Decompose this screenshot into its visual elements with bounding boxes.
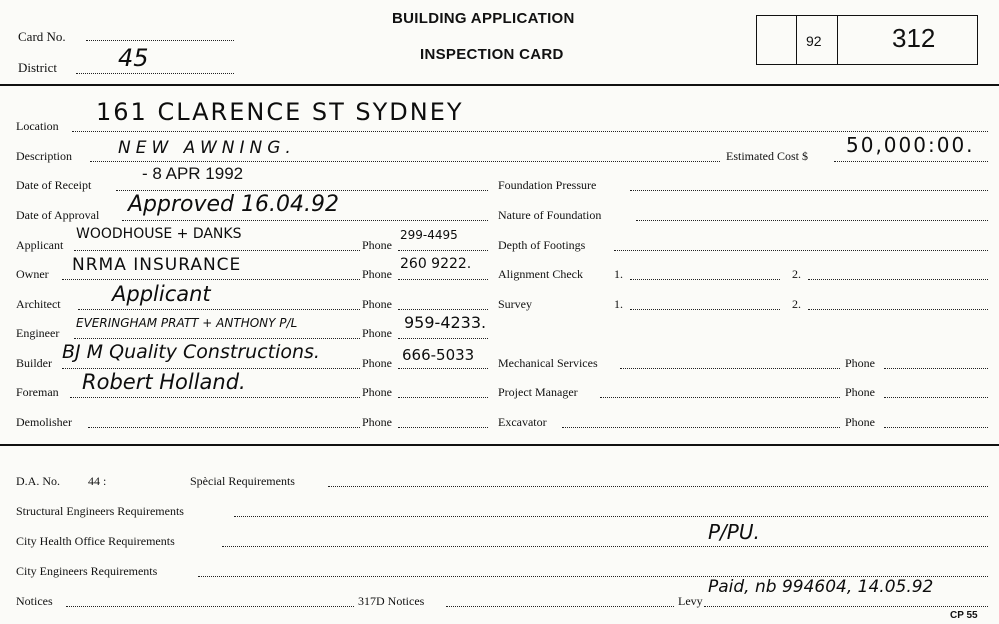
applicant-line[interactable] bbox=[74, 250, 360, 251]
description-label: Description bbox=[16, 149, 72, 163]
levy-line[interactable] bbox=[704, 606, 988, 607]
nature-foundation-label: Nature of Foundation bbox=[498, 208, 602, 222]
receipt-label: Date of Receipt bbox=[16, 178, 92, 192]
location-label: Location bbox=[16, 119, 59, 133]
foreman-phone-line[interactable] bbox=[398, 397, 488, 398]
health-label: City Health Office Requirements bbox=[16, 534, 175, 548]
project-manager-phone-line[interactable] bbox=[884, 397, 988, 398]
architect-value: Applicant bbox=[112, 282, 211, 306]
owner-line[interactable] bbox=[62, 279, 360, 280]
location-value: 161 CLARENCE ST SYDNEY bbox=[96, 98, 464, 126]
box-number: 312 bbox=[892, 23, 936, 53]
demolisher-phone-line[interactable] bbox=[398, 427, 488, 428]
description-value: NEW AWNING. bbox=[118, 138, 296, 158]
excavator-line[interactable] bbox=[562, 427, 840, 428]
applicant-label: Applicant bbox=[16, 238, 64, 252]
owner-phone-line[interactable] bbox=[398, 279, 488, 280]
special-requirements-label: Spècial Requirements bbox=[190, 474, 295, 488]
special-requirements-line[interactable] bbox=[328, 486, 988, 487]
levy-value: Paid, nb 994604, 14.05.92 bbox=[708, 577, 934, 597]
builder-label: Builder bbox=[16, 356, 52, 370]
notices-line[interactable] bbox=[66, 606, 354, 607]
applicant-value: WOODHOUSE + DANKS bbox=[76, 226, 242, 242]
district-value: 45 bbox=[118, 44, 149, 72]
builder-phone-line[interactable] bbox=[398, 368, 488, 369]
depth-footings-line[interactable] bbox=[614, 250, 988, 251]
receipt-line[interactable] bbox=[116, 190, 488, 191]
district-line[interactable] bbox=[76, 73, 234, 74]
demolisher-phone-label: Phone bbox=[362, 415, 392, 429]
depth-footings-label: Depth of Footings bbox=[498, 238, 586, 252]
alignment-check-label: Alignment Check bbox=[498, 267, 583, 281]
builder-line[interactable] bbox=[62, 368, 360, 369]
foreman-value: Robert Holland. bbox=[82, 370, 246, 394]
architect-phone-label: Phone bbox=[362, 297, 392, 311]
notices-label: Notices bbox=[16, 594, 53, 608]
approval-value: Approved 16.04.92 bbox=[128, 192, 339, 217]
engineer-label: Engineer bbox=[16, 326, 60, 340]
excavator-phone-line[interactable] bbox=[884, 427, 988, 428]
excavator-label: Excavator bbox=[498, 415, 547, 429]
mechanical-phone-label: Phone bbox=[845, 356, 875, 370]
estimated-cost-label: Estimated Cost $ bbox=[726, 149, 808, 163]
location-line[interactable] bbox=[72, 131, 988, 132]
notices-317d-line[interactable] bbox=[446, 606, 674, 607]
foundation-pressure-label: Foundation Pressure bbox=[498, 178, 597, 192]
applicant-phone-value: 299-4495 bbox=[400, 228, 458, 242]
alignment-num-1: 1. bbox=[614, 267, 623, 281]
owner-phone-value: 260 9222. bbox=[400, 256, 472, 272]
card-no-label: Card No. bbox=[18, 29, 66, 44]
section-rule bbox=[0, 444, 999, 446]
owner-label: Owner bbox=[16, 267, 49, 281]
card-no-line[interactable] bbox=[86, 40, 234, 41]
mechanical-label: Mechanical Services bbox=[498, 356, 598, 370]
levy-label: Levy bbox=[678, 594, 703, 608]
foreman-line[interactable] bbox=[70, 397, 360, 398]
survey-line-2[interactable] bbox=[808, 309, 988, 310]
description-line[interactable] bbox=[90, 161, 720, 162]
engineer-line[interactable] bbox=[74, 338, 360, 339]
alignment-num-2: 2. bbox=[792, 267, 801, 281]
approval-line[interactable] bbox=[122, 220, 488, 221]
da-no-value: 44 : bbox=[88, 474, 107, 488]
engineer-phone-value: 959-4233. bbox=[404, 313, 487, 332]
mechanical-phone-line[interactable] bbox=[884, 368, 988, 369]
da-no-label: D.A. No. bbox=[16, 474, 60, 488]
architect-phone-line[interactable] bbox=[398, 309, 488, 310]
architect-label: Architect bbox=[16, 297, 61, 311]
alignment-line-2[interactable] bbox=[808, 279, 988, 280]
survey-line-1[interactable] bbox=[630, 309, 780, 310]
mechanical-line[interactable] bbox=[620, 368, 840, 369]
box-year: 92 bbox=[806, 33, 822, 49]
foreman-phone-label: Phone bbox=[362, 385, 392, 399]
survey-num-1: 1. bbox=[614, 297, 623, 311]
owner-value: NRMA INSURANCE bbox=[72, 255, 242, 275]
structural-line[interactable] bbox=[234, 516, 988, 517]
foreman-label: Foreman bbox=[16, 385, 59, 399]
city-engineers-label: City Engineers Requirements bbox=[16, 564, 158, 578]
alignment-line-1[interactable] bbox=[630, 279, 780, 280]
survey-label: Survey bbox=[498, 297, 532, 311]
project-manager-line[interactable] bbox=[600, 397, 840, 398]
header-rule bbox=[0, 84, 999, 86]
form-code: CP 55 bbox=[950, 610, 978, 621]
project-manager-phone-label: Phone bbox=[845, 385, 875, 399]
architect-line[interactable] bbox=[78, 309, 360, 310]
card-number-box bbox=[756, 15, 978, 65]
engineer-phone-line[interactable] bbox=[398, 338, 488, 339]
foundation-pressure-line[interactable] bbox=[630, 190, 988, 191]
form-subtitle: INSPECTION CARD bbox=[420, 46, 564, 63]
approval-label: Date of Approval bbox=[16, 208, 100, 222]
structural-label: Structural Engineers Requirements bbox=[16, 504, 184, 518]
owner-phone-label: Phone bbox=[362, 267, 392, 281]
excavator-phone-label: Phone bbox=[845, 415, 875, 429]
applicant-phone-label: Phone bbox=[362, 238, 392, 252]
builder-value: BJ M Quality Constructions. bbox=[62, 341, 320, 363]
health-value: P/PU. bbox=[708, 520, 760, 544]
demolisher-line[interactable] bbox=[88, 427, 360, 428]
builder-phone-value: 666-5033 bbox=[402, 346, 475, 364]
box-divider-1 bbox=[796, 16, 797, 64]
survey-num-2: 2. bbox=[792, 297, 801, 311]
box-divider-2 bbox=[837, 16, 838, 64]
estimated-cost-line[interactable] bbox=[834, 161, 988, 162]
applicant-phone-line[interactable] bbox=[398, 250, 488, 251]
health-line[interactable] bbox=[222, 546, 988, 547]
district-label: District bbox=[18, 60, 57, 75]
engineer-phone-label: Phone bbox=[362, 326, 392, 340]
nature-foundation-line[interactable] bbox=[636, 220, 988, 221]
engineer-value: EVERINGHAM PRATT + ANTHONY P/L bbox=[76, 316, 298, 330]
estimated-cost-value: 50,000:00. bbox=[846, 133, 975, 157]
demolisher-label: Demolisher bbox=[16, 415, 72, 429]
form-title: BUILDING APPLICATION bbox=[392, 10, 575, 27]
builder-phone-label: Phone bbox=[362, 356, 392, 370]
notices-317d-label: 317D Notices bbox=[358, 594, 425, 608]
receipt-stamp: - 8 APR 1992 bbox=[142, 164, 244, 183]
project-manager-label: Project Manager bbox=[498, 385, 578, 399]
